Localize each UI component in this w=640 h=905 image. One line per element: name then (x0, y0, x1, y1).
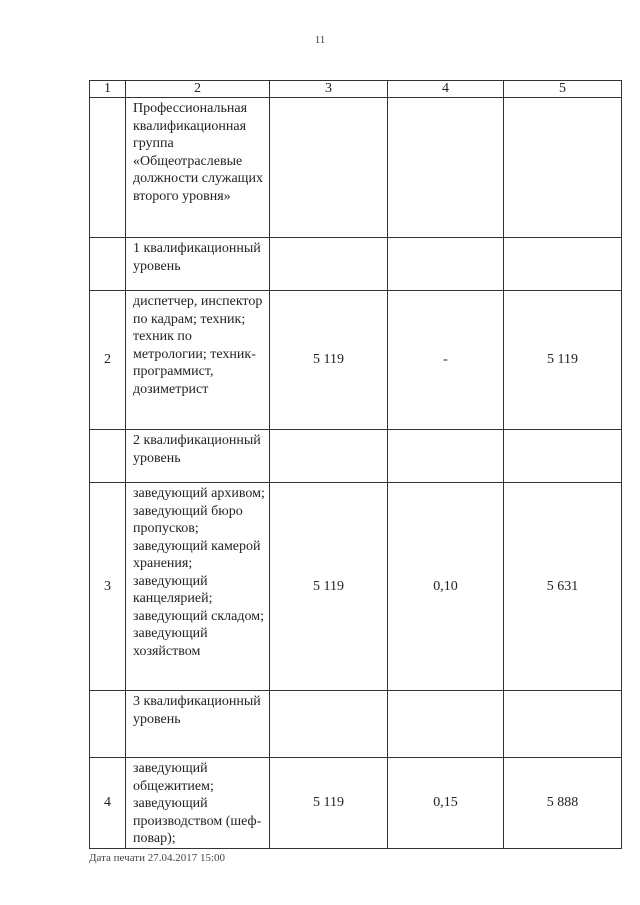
row-number (90, 430, 126, 483)
coefficient-cell: 0,10 (388, 483, 504, 691)
row-number: 3 (90, 483, 126, 691)
table-row (90, 238, 622, 291)
table-row (90, 483, 622, 691)
qualification-level: 3 квалификационный уровень (126, 691, 270, 758)
salary-cell (270, 98, 388, 238)
salary-cell: 5 119 (270, 758, 388, 849)
position-name: диспетчер, инспектор по кадрам; техник; техник по метрологии; техник-программист, дозиметрист (126, 291, 270, 430)
table-header-row (90, 81, 622, 98)
table-row (90, 691, 622, 758)
table-row (90, 758, 622, 849)
total-cell: 5 631 (504, 483, 622, 691)
row-number: 2 (90, 291, 126, 430)
coefficient-cell (388, 238, 504, 291)
column-header: 1 (90, 81, 126, 98)
page-number: 11 (314, 34, 326, 46)
coefficient-cell (388, 691, 504, 758)
salary-cell (270, 430, 388, 483)
qualification-level: 2 квалификационный уровень (126, 430, 270, 483)
salary-cell (270, 238, 388, 291)
column-header: 2 (126, 81, 270, 98)
column-header: 4 (388, 81, 504, 98)
total-cell (504, 430, 622, 483)
table-row (90, 98, 622, 238)
total-cell (504, 98, 622, 238)
salary-cell: 5 119 (270, 291, 388, 430)
total-cell: 5 888 (504, 758, 622, 849)
row-number (90, 238, 126, 291)
row-number (90, 98, 126, 238)
total-cell (504, 238, 622, 291)
position-name: Профессиональная квалификационная группа «Общеотраслевые должности служащих второго уровня» (126, 98, 270, 238)
table-row (90, 430, 622, 483)
total-cell: 5 119 (504, 291, 622, 430)
qualification-table (89, 80, 622, 849)
column-header: 3 (270, 81, 388, 98)
salary-cell: 5 119 (270, 483, 388, 691)
total-cell (504, 691, 622, 758)
print-date: Дата печати 27.04.2017 15:00 (89, 852, 226, 864)
table-row (90, 291, 622, 430)
row-number (90, 691, 126, 758)
coefficient-cell: - (388, 291, 504, 430)
salary-cell (270, 691, 388, 758)
coefficient-cell (388, 430, 504, 483)
qualification-level: 1 квалификационный уровень (126, 238, 270, 291)
row-number: 4 (90, 758, 126, 849)
coefficient-cell: 0,15 (388, 758, 504, 849)
column-header: 5 (504, 81, 622, 98)
coefficient-cell (388, 98, 504, 238)
position-name: заведующий общежитием; заведующий производством (шеф-повар); (126, 758, 270, 849)
position-name: заведующий архивом; заведующий бюро пропусков; заведующий камерой хранения; заведующий канцелярией; заведующий складом; заведующий хозяйством (126, 483, 270, 691)
